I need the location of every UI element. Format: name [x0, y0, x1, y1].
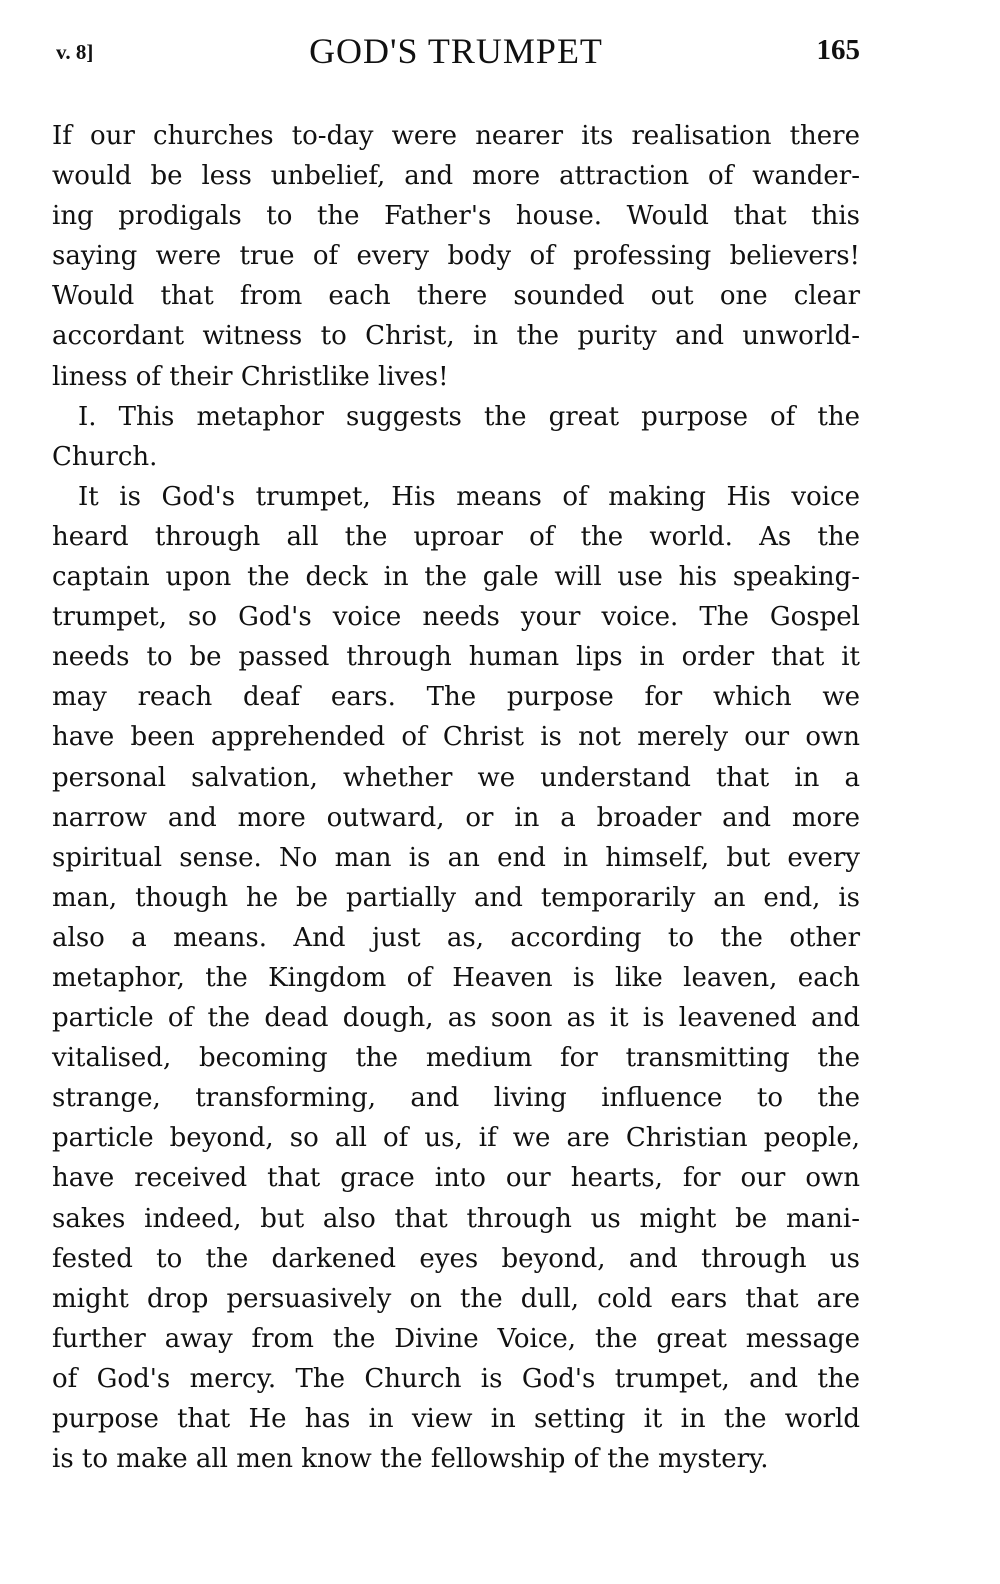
- text-line: of God's mercy. The Church is God's trumpet, and the: [52, 1363, 860, 1394]
- text-line: spiritual sense. No man is an end in himself, but every: [52, 842, 860, 873]
- text-line: fested to the darkened eyes beyond, and through us: [52, 1243, 860, 1274]
- text-line: accordant witness to Christ, in the purity and unworld-: [52, 321, 860, 352]
- text-line: purpose that He has in view in setting it in the world: [52, 1404, 860, 1434]
- paragraph-1: [52, 116, 860, 397]
- text-line: also a means. And just as, according to the other: [52, 922, 860, 953]
- text-line: ing prodigals to the Father's house. Would that this: [52, 201, 860, 232]
- text-line: further away from the Divine Voice, the great message: [52, 1323, 860, 1354]
- text-line: strange, transforming, and living influence to the: [52, 1083, 860, 1114]
- page-title: GOD'S TRUMPET: [309, 31, 603, 71]
- text-line: vitalised, becoming the medium for transmitting the: [52, 1043, 860, 1074]
- text-line: have been apprehended of Christ is not merely our own: [52, 722, 860, 753]
- text-line: have received that grace into our hearts, for our own: [52, 1163, 860, 1194]
- text-line: sakes indeed, but also that through us might be mani-: [52, 1203, 860, 1234]
- text-line: Would that from each there sounded out one clear: [52, 281, 860, 312]
- text-line: Church.: [52, 441, 158, 472]
- text-line: metaphor, the Kingdom of Heaven is like leaven, each: [52, 962, 860, 993]
- page-number: 165: [816, 34, 860, 66]
- text-line: saying were true of every body of professing believers!: [52, 241, 860, 272]
- running-head: [52, 28, 860, 78]
- verse-reference: v. 8]: [56, 40, 94, 64]
- text-line: narrow and more outward, or in a broader and more: [52, 802, 860, 833]
- text-line: personal salvation, whether we understand that in a: [52, 762, 860, 793]
- book-page: [52, 28, 860, 1479]
- text-line: would be less unbelief, and more attraction of wander-: [52, 161, 860, 192]
- paragraph-3: [52, 477, 860, 1479]
- text-line: might drop persuasively on the dull, cold ears that are: [52, 1283, 860, 1314]
- text-line: particle beyond, so all of us, if we are Christian people,: [52, 1123, 860, 1154]
- text-line: is to make all men know the fellowship of the mystery.: [52, 1444, 769, 1475]
- body-text: [52, 116, 860, 1479]
- text-line: needs to be passed through human lips in order that it: [52, 642, 860, 673]
- text-line: particle of the dead dough, as soon as it is leavened and: [52, 1003, 860, 1034]
- text-line: If our churches to-day were nearer its realisation there: [52, 121, 860, 151]
- section-heading-line: I. This metaphor suggests the great purpose of the: [78, 401, 860, 432]
- text-line: heard through all the uproar of the world. As the: [52, 521, 860, 552]
- text-line: trumpet, so God's voice needs your voice. The Gospel: [52, 602, 860, 633]
- paragraph-2: [52, 397, 860, 477]
- text-line: may reach deaf ears. The purpose for which we: [52, 682, 860, 713]
- text-line: man, though he be partially and temporarily an end, is: [52, 882, 860, 913]
- text-line: It is God's trumpet, His means of making His voice: [78, 481, 860, 512]
- text-line: captain upon the deck in the gale will use his speaking-: [52, 562, 860, 593]
- text-line: liness of their Christlike lives!: [52, 361, 449, 392]
